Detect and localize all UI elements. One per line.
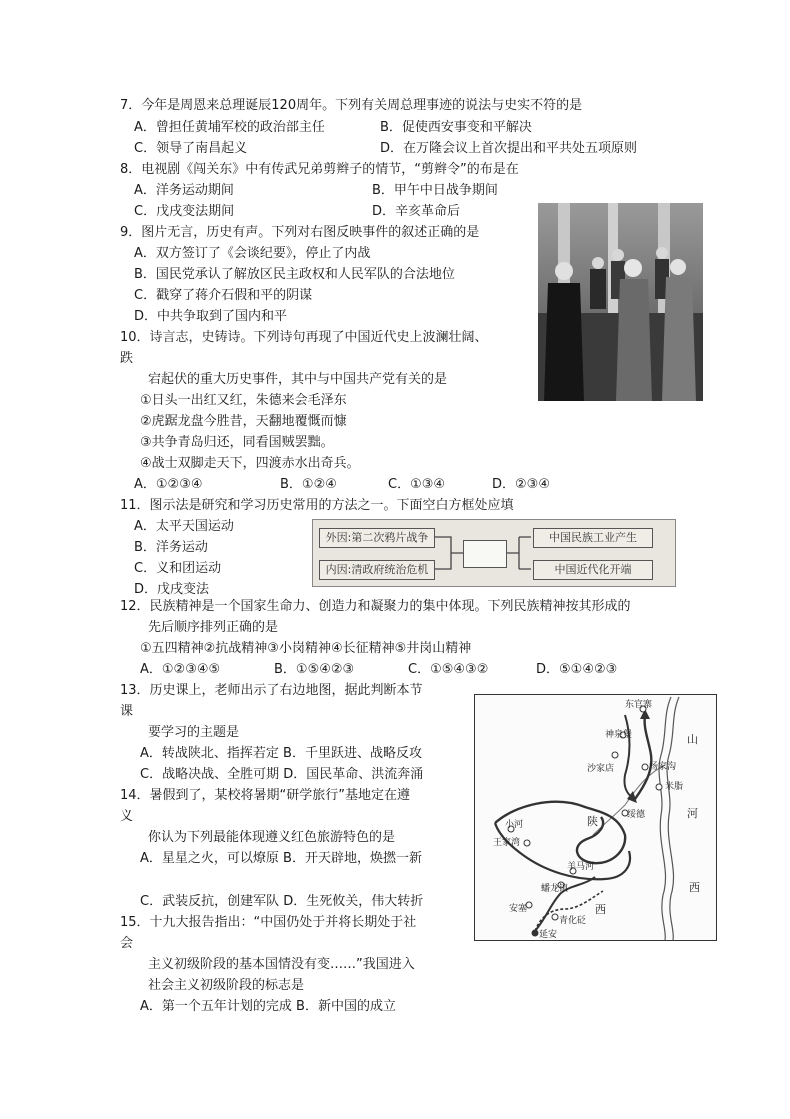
q11-option-a: A．太平天国运动: [134, 519, 234, 534]
q9-option-a: A．双方签订了《会谈纪要》，停止了内战: [134, 246, 371, 261]
q10-stem-line2: 跌: [120, 351, 134, 366]
map-label-mizhi: 米脂: [665, 782, 684, 792]
q7-option-c: C．领导了南昌起义: [134, 141, 248, 156]
q12-option-a: A．①②③④⑤: [140, 662, 221, 677]
q10-stem-line3: 宕起伏的重大历史事件，其中与中国共产党有关的是: [148, 372, 448, 387]
q8-stem: 8．电视剧《闯关东》中有传武兄弟剪辫子的情节，“剪辫令”的布是在: [120, 162, 519, 177]
q11-option-d: D．戊戌变法: [134, 582, 210, 597]
northern-shaanxi-map: [474, 694, 717, 941]
q13-stem-line1: 13．历史课上，老师出示了右边地图，据此判断本节: [120, 683, 423, 698]
q10-option-b: B．①②④: [280, 477, 337, 492]
diagram-external-cause: 外因:第二次鸦片战争: [319, 528, 435, 548]
q15-stem-line1: 15．十九大报告指出：“中国仍处于并将长期处于社: [120, 915, 417, 930]
q9-option-b: B．国民党承认了解放区民主政权和人民军队的合法地位: [134, 267, 455, 282]
cause-effect-diagram: [312, 519, 676, 587]
q10-stem-line1: 10．诗言志，史铸诗。下列诗句再现了中国近代史上波澜壮阔、: [120, 330, 488, 345]
map-label-yanan: 延安: [539, 930, 558, 940]
q7-stem: 7．今年是周恩来总理诞辰120周年。下列有关周总理事迹的说法与史实不符的是: [120, 98, 583, 113]
q12-stem-line1: 12．民族精神是一个国家生命力、创造力和凝聚力的集中体现。下列民族精神按其形成的: [120, 599, 631, 614]
diagram-result-2: 中国近代化开端: [533, 560, 653, 580]
map-label-xi-1: 西: [595, 903, 606, 916]
q10-poem-3: ③共争青岛归还，同看国贼罢黜。: [140, 435, 334, 450]
q12-option-c: C．①⑤④③②: [408, 662, 489, 677]
map-label-qinghuabian: 青化砭: [559, 916, 587, 926]
q15-stem-line4: 社会主义初级阶段的标志是: [148, 978, 305, 993]
q14-options-cd: C．武装反抗，创建军队 D．生死攸关，伟大转折: [140, 894, 424, 909]
q9-option-d: D．中共争取到了国内和平: [134, 309, 288, 324]
q14-stem-line3: 你认为下列最能体现遵义红色旅游特色的是: [148, 830, 396, 845]
q8-option-a: A．洋务运动期间: [134, 183, 234, 198]
q10-option-c: C．①③④: [388, 477, 446, 492]
q10-poem-4: ④战士双脚走天下，四渡赤水出奇兵。: [140, 456, 360, 471]
map-label-panlongzhen: 蟠龙镇: [541, 884, 569, 894]
map-label-ansai: 安塞: [509, 904, 528, 914]
map-label-he: 河: [687, 807, 698, 820]
diagram-internal-cause: 内因:清政府统治危机: [319, 560, 435, 580]
q11-option-b: B．洋务运动: [134, 540, 208, 555]
q13-options-cd: C．战略决战、全胜可期 D．国民革命、洪流奔涌: [140, 767, 424, 782]
q13-stem-line2: 课: [120, 704, 134, 719]
q12-items: ①五四精神②抗战精神③小岗精神④长征精神⑤井岗山精神: [140, 641, 472, 656]
q7-option-d: D．在万隆会议上首次提出和平共处五项原则: [380, 141, 638, 156]
q15-stem-line3: 主义初级阶段的基本国情没有变……”我国进入: [148, 957, 415, 972]
q15-options-ab: A．第一个五年计划的完成 B．新中国的成立: [140, 999, 396, 1014]
map-label-dongguanzhai: 东官寨: [625, 700, 653, 710]
q8-option-b: B．甲午中日战争期间: [372, 183, 498, 198]
q13-stem-line3: 要学习的主题是: [148, 725, 240, 740]
map-label-xi-2: 西: [689, 881, 700, 894]
q10-option-a: A．①②③④: [134, 477, 203, 492]
map-label-shaan: 陕: [587, 815, 598, 828]
q11-stem: 11．图示法是研究和学习历史常用的方法之一。下面空白方框处应填: [120, 498, 514, 513]
q12-stem-line2: 先后顺序排列正确的是: [148, 620, 279, 635]
q7-option-b: B．促使西安事变和平解决: [380, 120, 532, 135]
q12-option-d: D．⑤①④②③: [536, 662, 618, 677]
map-label-yangjiagou: 杨家沟: [649, 762, 677, 772]
q12-option-b: B．①⑤④②③: [274, 662, 355, 677]
diagram-result-1: 中国民族工业产生: [533, 528, 653, 548]
q8-option-d: D．辛亥革命后: [372, 204, 461, 219]
q14-options-ab: A．星星之火，可以燎原 B．开天辟地，焕撚一新: [140, 851, 422, 866]
q14-stem-line1: 14．暑假到了，某校将暑期“研学旅行”基地定在遵: [120, 788, 411, 803]
q14-stem-line2: 义: [120, 809, 134, 824]
map-label-xiaohe: 小河: [505, 820, 524, 830]
q9-option-c: C．戳穿了蒋介石假和平的阴谋: [134, 288, 313, 303]
map-label-shenquanbao: 神泉堡: [605, 730, 633, 740]
diagram-blank-box: [463, 540, 507, 568]
map-label-suide: 绥德: [627, 810, 646, 820]
q13-options-ab: A．转战陕北、指挥若定 B．千里跃进、战略反攻: [140, 746, 422, 761]
map-label-shajiadian: 沙家店: [587, 764, 615, 774]
q15-stem-line2: 会: [120, 936, 134, 951]
q10-poem-1: ①日头一出红又红，朱德来会毛泽东: [140, 393, 347, 408]
map-label-yangmahe: 羊马河: [567, 862, 595, 872]
q9-stem: 9．图片无言，历史有声。下列对右图反映事件的叙述正确的是: [120, 225, 480, 240]
q7-option-a: A．曾担任黄埔军校的政治部主任: [134, 120, 325, 135]
q10-poem-2: ②虎踞龙盘今胜昔，天翻地覆慨而慷: [140, 414, 347, 429]
q11-option-c: C．义和团运动: [134, 561, 222, 576]
historical-photo: [538, 203, 703, 401]
map-label-wangjiawan: 王家湾: [493, 838, 521, 848]
q10-option-d: D．②③④: [492, 477, 550, 492]
map-label-shan-1: 山: [687, 733, 698, 746]
q8-option-c: C．戊戌变法期间: [134, 204, 235, 219]
